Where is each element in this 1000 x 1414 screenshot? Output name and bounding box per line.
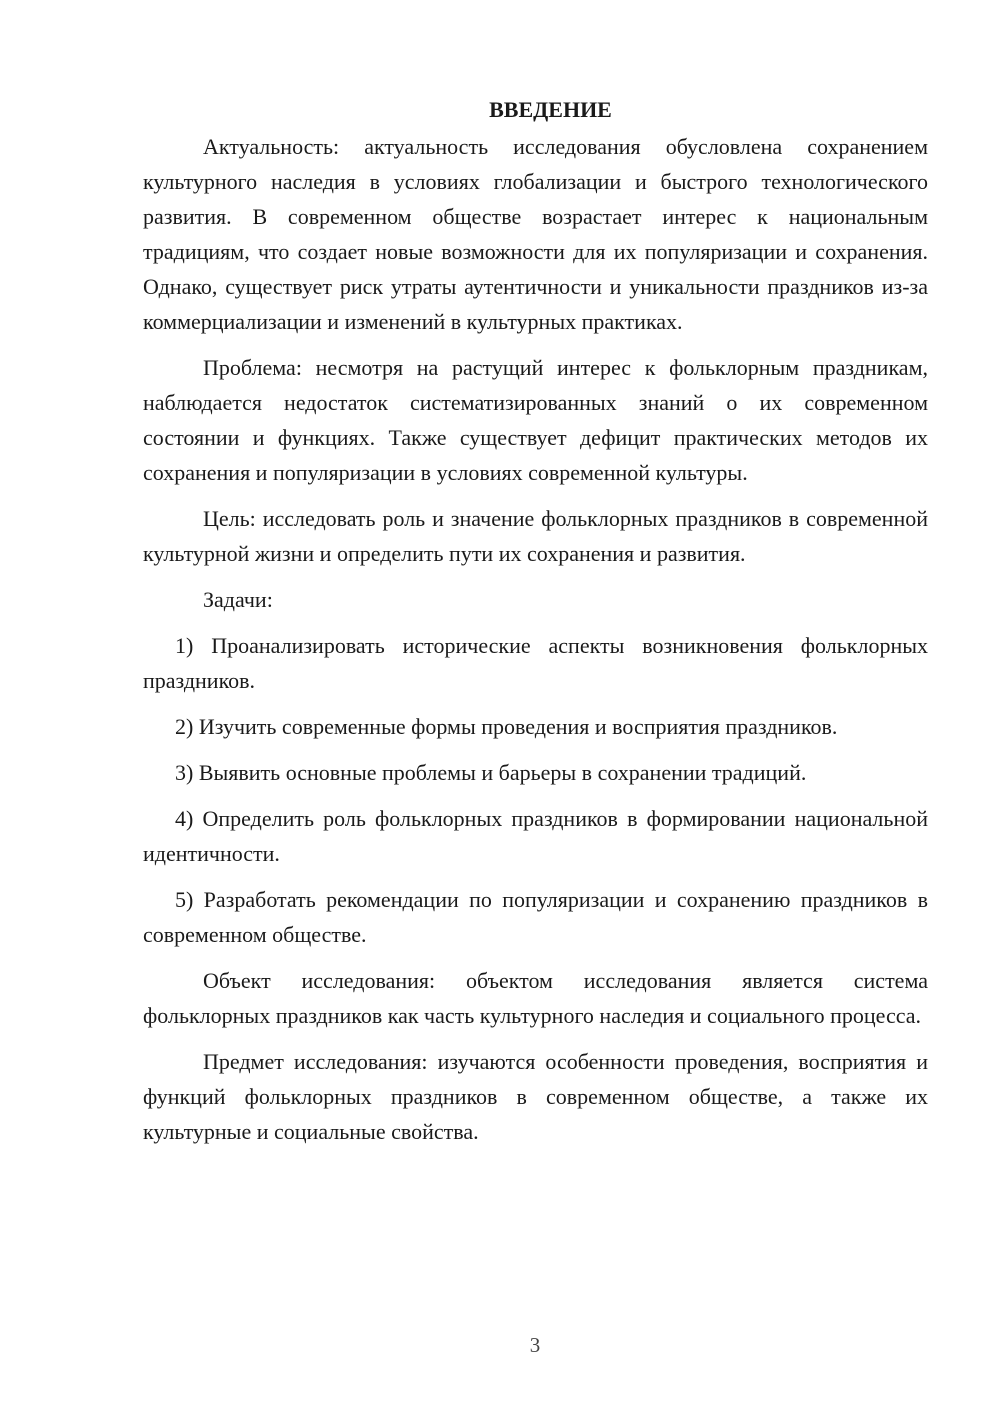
task-item-1: 1) Проанализировать исторические аспекты возникновения фольклорных праздников. — [143, 633, 928, 693]
task-item-3: 3) Выявить основные проблемы и барьеры в сохранении традиций. — [175, 760, 807, 785]
document-title: ВВЕДЕНИЕ — [489, 97, 612, 122]
relevance-paragraph: Актуальность: актуальность исследования обусловлена сохранением культурного наследия в условиях глобализации и быстрого технологического развития. В современном обществе возрастает интерес к национальным традициям, что создает новые возможности для их популяризации и сохранения. Однако, существует риск утраты аутентичности и уникальности праздников из-за коммерциализации и изменений в культурных практиках. — [143, 134, 928, 334]
object-paragraph: Объект исследования: объектом исследования является система фольклорных праздников как часть культурного наследия и социального процесса. — [143, 968, 928, 1028]
goal-paragraph: Цель: исследовать роль и значение фольклорных праздников в современной культурной жизни и определить пути их сохранения и развития. — [143, 506, 928, 566]
tasks-heading: Задачи: — [203, 587, 273, 612]
subject-paragraph: Предмет исследования: изучаются особенности проведения, восприятия и функций фольклорных праздников в современном обществе, а также их культурные и социальные свойства. — [143, 1049, 928, 1144]
document-page — [143, 95, 928, 1149]
task-item-5: 5) Разработать рекомендации по популяризации и сохранению праздников в современном обществе. — [143, 887, 928, 947]
task-item-2: 2) Изучить современные формы проведения и восприятия праздников. — [175, 714, 838, 739]
problem-paragraph: Проблема: несмотря на растущий интерес к фольклорным праздникам, наблюдается недостаток систематизированных знаний о их современном состоянии и функциях. Также существует дефицит практических методов их сохранения и популяризации в условиях современной культуры. — [143, 355, 928, 485]
page-number: 3 — [529, 1333, 541, 1357]
task-item-4: 4) Определить роль фольклорных праздников в формировании национальной идентичности. — [143, 806, 928, 866]
